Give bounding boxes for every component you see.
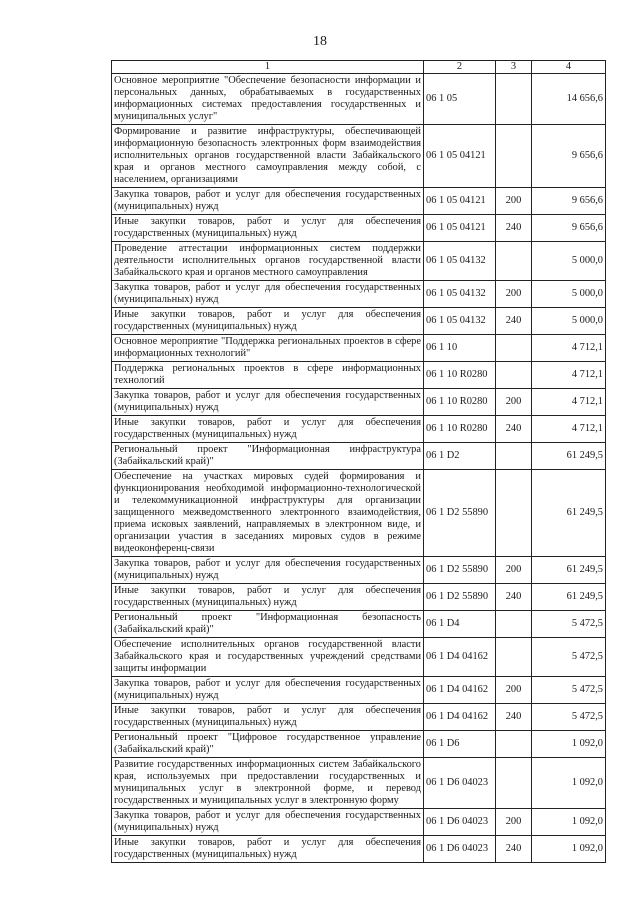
table-row [112, 638, 606, 677]
row-code: 06 1 D6 04023 [424, 758, 496, 809]
row-expense-type [496, 443, 532, 470]
row-name: Иные закупки товаров, работ и услуг для обеспечения государственных (муниципальных) нужд [112, 704, 424, 731]
table-row [112, 470, 606, 557]
row-expense-type: 200 [496, 677, 532, 704]
row-name: Закупка товаров, работ и услуг для обеспечения государственных (муниципальных) нужд [112, 389, 424, 416]
row-code: 06 1 10 [424, 335, 496, 362]
row-name: Региональный проект "Информационная безопасность (Забайкальский край)" [112, 611, 424, 638]
row-amount: 4 712,1 [532, 362, 606, 389]
row-code: 06 1 D2 55890 [424, 470, 496, 557]
table-row [112, 557, 606, 584]
row-amount: 5 000,0 [532, 281, 606, 308]
row-amount: 4 712,1 [532, 335, 606, 362]
row-expense-type [496, 242, 532, 281]
row-expense-type: 200 [496, 557, 532, 584]
row-code: 06 1 D6 [424, 731, 496, 758]
row-code: 06 1 05 04132 [424, 281, 496, 308]
row-code: 06 1 05 04121 [424, 215, 496, 242]
row-amount: 9 656,6 [532, 215, 606, 242]
row-expense-type: 240 [496, 308, 532, 335]
header-col-1: 1 [112, 61, 424, 74]
row-amount: 14 656,6 [532, 74, 606, 125]
table-row [112, 188, 606, 215]
row-amount: 61 249,5 [532, 557, 606, 584]
row-amount: 61 249,5 [532, 443, 606, 470]
table-row [112, 809, 606, 836]
row-name: Региональный проект "Информационная инфраструктура (Забайкальский край)" [112, 443, 424, 470]
row-expense-type [496, 335, 532, 362]
table-row [112, 836, 606, 863]
row-code: 06 1 D2 [424, 443, 496, 470]
row-code: 06 1 D6 04023 [424, 809, 496, 836]
row-name: Обеспечение исполнительных органов государственной власти Забайкальского края и государственных учреждений средствами защиты информации [112, 638, 424, 677]
table-row [112, 362, 606, 389]
page-number: 18 [313, 34, 327, 49]
row-code: 06 1 05 04121 [424, 125, 496, 188]
row-code: 06 1 D2 55890 [424, 557, 496, 584]
row-amount: 5 000,0 [532, 242, 606, 281]
row-expense-type [496, 611, 532, 638]
row-amount: 61 249,5 [532, 584, 606, 611]
row-name: Закупка товаров, работ и услуг для обеспечения государственных (муниципальных) нужд [112, 281, 424, 308]
table-row [112, 242, 606, 281]
row-code: 06 1 10 R0280 [424, 389, 496, 416]
table-row [112, 677, 606, 704]
header-col-3: 3 [496, 61, 532, 74]
row-name: Поддержка региональных проектов в сфере информационных технологий [112, 362, 424, 389]
row-amount: 1 092,0 [532, 809, 606, 836]
row-amount: 61 249,5 [532, 470, 606, 557]
row-code: 06 1 D2 55890 [424, 584, 496, 611]
row-code: 06 1 D4 04162 [424, 677, 496, 704]
row-name: Закупка товаров, работ и услуг для обеспечения государственных (муниципальных) нужд [112, 557, 424, 584]
row-amount: 4 712,1 [532, 389, 606, 416]
table-header-row [112, 61, 606, 74]
row-expense-type: 200 [496, 281, 532, 308]
row-amount: 1 092,0 [532, 758, 606, 809]
row-name: Иные закупки товаров, работ и услуг для обеспечения государственных (муниципальных) нужд [112, 215, 424, 242]
header-col-2: 2 [424, 61, 496, 74]
row-code: 06 1 D4 04162 [424, 704, 496, 731]
row-expense-type: 240 [496, 704, 532, 731]
row-name: Закупка товаров, работ и услуг для обеспечения государственных (муниципальных) нужд [112, 188, 424, 215]
row-amount: 1 092,0 [532, 731, 606, 758]
row-name: Иные закупки товаров, работ и услуг для обеспечения государственных (муниципальных) нужд [112, 836, 424, 863]
table-row [112, 584, 606, 611]
table-row [112, 416, 606, 443]
row-expense-type [496, 125, 532, 188]
row-name: Иные закупки товаров, работ и услуг для обеспечения государственных (муниципальных) нужд [112, 308, 424, 335]
row-expense-type: 200 [496, 809, 532, 836]
row-code: 06 1 05 04121 [424, 188, 496, 215]
row-amount: 9 656,6 [532, 125, 606, 188]
row-amount: 9 656,6 [532, 188, 606, 215]
row-name: Закупка товаров, работ и услуг для обеспечения государственных (муниципальных) нужд [112, 677, 424, 704]
table-body [112, 74, 606, 863]
row-amount: 5 472,5 [532, 611, 606, 638]
row-name: Региональный проект "Цифровое государственное управление (Забайкальский край)" [112, 731, 424, 758]
row-name: Проведение аттестации информационных систем поддержки деятельности исполнительных органов государственной власти Забайкальского края и органов местного самоуправления [112, 242, 424, 281]
table-row [112, 308, 606, 335]
row-name: Иные закупки товаров, работ и услуг для обеспечения государственных (муниципальных) нужд [112, 416, 424, 443]
row-name: Обеспечение на участках мировых судей формирования и функционирования необходимой информационно-технологической и телекоммуникационной инфраструктуры для организации защищенного межведомственного электронного взаимодействия, приема исковых заявлений, направляемых в электронном виде, и организации участия в заседаниях мировых судов в режиме видеоконференц-связи [112, 470, 424, 557]
row-expense-type: 240 [496, 215, 532, 242]
table-row [112, 281, 606, 308]
table-row [112, 758, 606, 809]
table-row [112, 389, 606, 416]
row-expense-type: 200 [496, 389, 532, 416]
row-name: Основное мероприятие "Поддержка региональных проектов в сфере информационных технологий" [112, 335, 424, 362]
table-row [112, 731, 606, 758]
table-row [112, 74, 606, 125]
row-expense-type [496, 731, 532, 758]
table-row [112, 704, 606, 731]
row-expense-type: 240 [496, 584, 532, 611]
row-expense-type [496, 758, 532, 809]
row-code: 06 1 05 04132 [424, 242, 496, 281]
row-code: 06 1 10 R0280 [424, 362, 496, 389]
row-expense-type [496, 638, 532, 677]
row-expense-type: 240 [496, 416, 532, 443]
row-code: 06 1 D6 04023 [424, 836, 496, 863]
row-amount: 5 472,5 [532, 638, 606, 677]
table-row [112, 443, 606, 470]
row-code: 06 1 05 [424, 74, 496, 125]
row-code: 06 1 D4 04162 [424, 638, 496, 677]
row-name: Формирование и развитие инфраструктуры, обеспечивающей информационную безопасность электронных форм взаимодействия исполнительных органов государственной власти Забайкальского края и органов местного самоуправления между собой, с населением, организациями [112, 125, 424, 188]
table-row [112, 215, 606, 242]
row-code: 06 1 05 04132 [424, 308, 496, 335]
row-amount: 5 000,0 [532, 308, 606, 335]
table-row [112, 611, 606, 638]
row-expense-type [496, 362, 532, 389]
row-expense-type: 200 [496, 188, 532, 215]
table-row [112, 125, 606, 188]
row-name: Основное мероприятие "Обеспечение безопасности информации и персональных данных, обрабатываемых в государственных информационных системах предоставления государственных и муниципальных услуг" [112, 74, 424, 125]
row-amount: 5 472,5 [532, 677, 606, 704]
row-name: Развитие государственных информационных систем Забайкальского края, используемых при предоставлении государственных и муниципальных услуг в электронной форме, и перевод государственных и муниципальных услуг в электронную форму [112, 758, 424, 809]
row-amount: 4 712,1 [532, 416, 606, 443]
row-expense-type [496, 74, 532, 125]
header-col-4: 4 [532, 61, 606, 74]
table-row [112, 335, 606, 362]
row-name: Иные закупки товаров, работ и услуг для обеспечения государственных (муниципальных) нужд [112, 584, 424, 611]
row-amount: 5 472,5 [532, 704, 606, 731]
row-name: Закупка товаров, работ и услуг для обеспечения государственных (муниципальных) нужд [112, 809, 424, 836]
row-code: 06 1 D4 [424, 611, 496, 638]
row-expense-type: 240 [496, 836, 532, 863]
budget-table [111, 60, 606, 863]
row-code: 06 1 10 R0280 [424, 416, 496, 443]
row-amount: 1 092,0 [532, 836, 606, 863]
row-expense-type [496, 470, 532, 557]
